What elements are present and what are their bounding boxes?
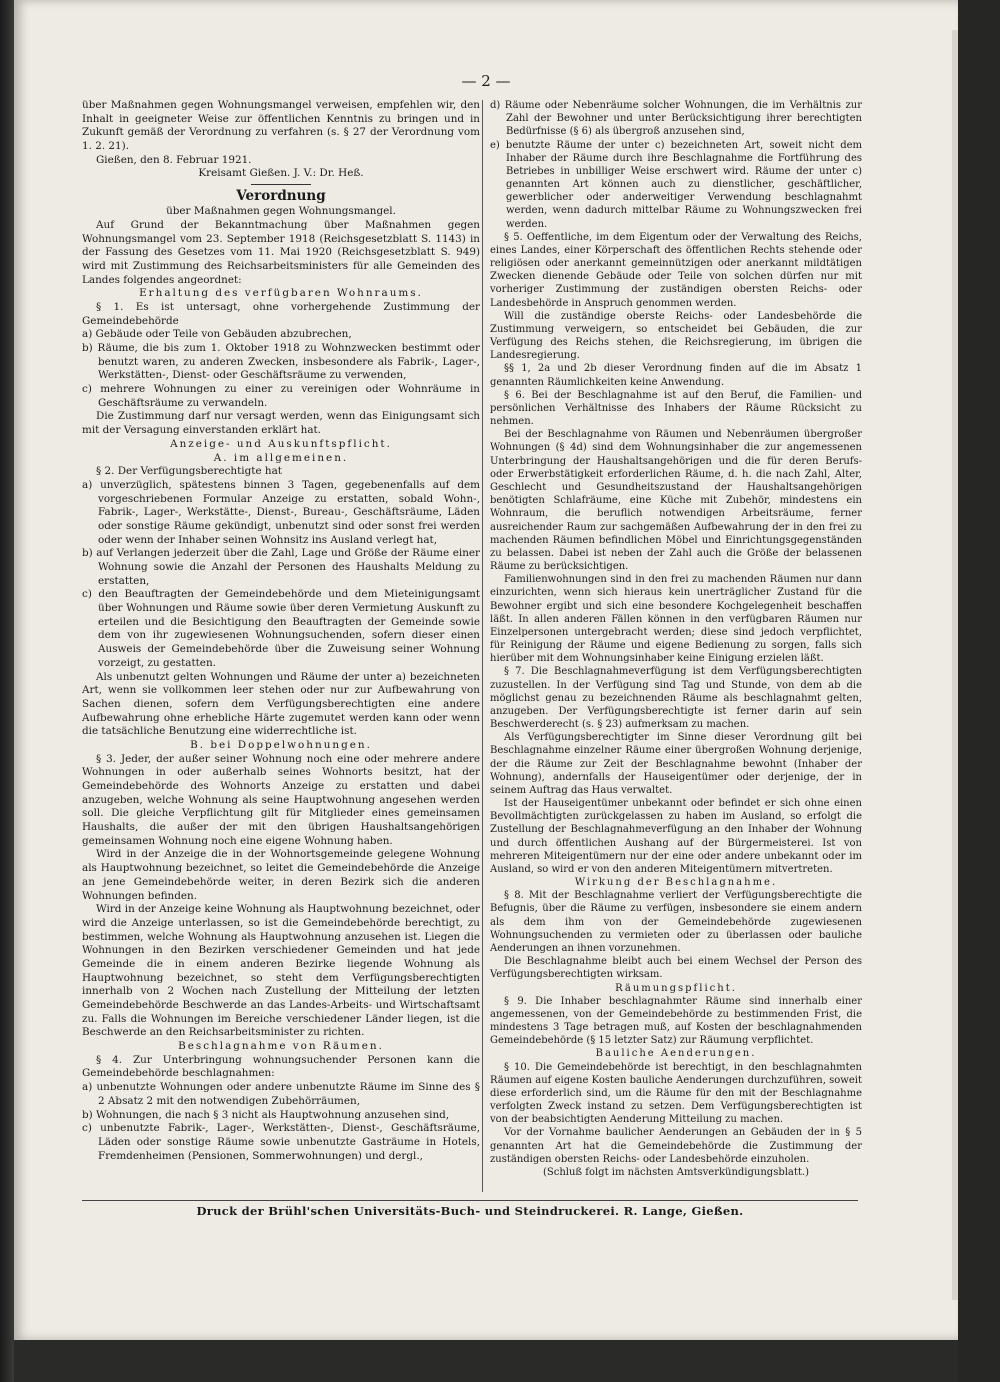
heading-raeumungspflicht: Räumungspflicht. <box>615 982 737 994</box>
paragraph-7-c: Ist der Hauseigentümer unbekannt oder befindet er sich ohne einen Bevollmächtigten zurückgelassen zu haben im Ausland, so erfolgt die Zustellung der Beschlagnahmeverfügung an den Inhaber der Wohnung und durch öffentlichen Aushang auf der Bürgermeisterei. Ist von mehreren Miteigentümern nur der eine oder andere unbekannt oder im Ausland, so wird er von den anderen Miteigentümern mitvertreten. <box>490 798 862 875</box>
paragraph-4-d: d) Räume oder Nebenräume solcher Wohnungen, die im Verhältnis zur Zahl der Bewohner und unter Berücksichtigung ihrer berechtigten Bedürfnisse (§ 6) als übergroß anzusehen sind, <box>490 100 862 138</box>
right-column <box>490 99 862 1179</box>
paragraph-3-c: Wird in der Anzeige keine Wohnung als Hauptwohnung bezeichnet, oder wird die Anzeige unterlassen, so ist die Gemeindebehörde berechtigt, zu bestimmen, welche Wohnung als Hauptwohnung anzusehen ist. Liegen die Wohnungen in den Bezirken verschiedener Gemeinden und hat jede Gemeinde die in einem anderen Bezirke liegende Wohnung als Hauptwohnung bezeichnet, so steht dem Verfügungsberechtigten innerhalb von 2 Wochen nach Zustellung der Mitteilung der letzten Gemeindebehörde Beschwerde an das Landes-Arbeits- und Wirtschaftsamt zu. Falls die Wohnungen im Bereiche verschiedener Länder liegen, ist die Beschwerde an den Reichsarbeitsminister zu richten. <box>82 903 480 1039</box>
intro-paragraph: über Maßnahmen gegen Wohnungsmangel verweisen, empfehlen wir, den Inhalt in geeigneter Weise zur öffentlichen Kenntnis zu bringen und in Zukunft gemäß der Verordnung zu verfahren (s. § 27 der Verordnung vom 1. 2. 21). <box>82 99 480 153</box>
paragraph-10-b: Vor der Vornahme baulicher Aenderungen an Gebäuden der in § 5 genannten Art hat die Gemeindebehörde die Zustimmung der zuständigen obersten Reichs- oder Landesbehörde einzuholen. <box>490 1127 862 1165</box>
paragraph-1: § 1. Es ist untersagt, ohne vorhergehende Zustimmung der Gemeindebehörde <box>82 300 480 327</box>
paragraph-1-c: c) mehrere Wohnungen zu einer zu vereinigen oder Wohnräume in Geschäftsräume zu verwandeln. <box>82 383 480 409</box>
paragraph-4-c: c) unbenutzte Fabrik-, Lager-, Werkstätten-, Dienst-, Geschäftsräume, Läden oder sonstige Räume sowie unbenutzte Gasträume in Hotels, Fremdenheimen (Pensionen, Sommerwohnungen) und dergl., <box>82 1122 480 1162</box>
continued-note: (Schluß folgt im nächsten Amtsverkündigungsblatt.) <box>542 1166 810 1178</box>
section-rule <box>251 184 311 185</box>
paragraph-1-end: Die Zustimmung darf nur versagt werden, wenn das Einigungsamt sich mit der Versagung einverstanden erklärt hat. <box>82 410 480 437</box>
heading-anzeige: Anzeige- und Auskunftspflicht. <box>170 437 392 450</box>
paragraph-4-e: e) benutzte Räume der unter c) bezeichneten Art, soweit nicht dem Inhaber der Räume durch ihre Beschlagnahme die Fortführung des Betriebes in unbilliger Weise erschwert wird. Räume der unter c) genannten Art können auch zu dienstlicher, geschäftlicher, gewerblicher oder anderweitiger Verwendung beschlagnahmt werden, wenn dadurch mittelbar Räume zu Wohnungszwecken frei werden. <box>490 139 862 230</box>
date-line: Gießen, den 8. Februar 1921. <box>96 153 252 166</box>
paragraph-3-b: Wird in der Anzeige die in der Wohnortsgemeinde gelegene Wohnung als Hauptwohnung bezeichnet, so leitet die Gemeindebehörde die Anzeige an jene Gemeindebehörde weiter, in deren Bezirk sich die anderen Wohnungen befinden. <box>82 848 480 902</box>
preamble: Auf Grund der Bekanntmachung über Maßnahmen gegen Wohnungsmangel vom 23. September 1918 (Reichsgesetzblatt S. 1143) in der Fassung des Gesetzes vom 11. Mai 1920 (Reichsgesetzblatt S. 949) wird mit Zustimmung des Reichsarbeitsministers für alle Gemeinden des Landes folgendes angeordnet: <box>82 218 480 286</box>
paragraph-5-c: §§ 1, 2a und 2b dieser Verordnung finden auf die im Absatz 1 genannten Räumlichkeiten keine Anwendung. <box>490 363 862 388</box>
paragraph-5: § 5. Oeffentliche, im dem Eigentum oder der Verwaltung des Reichs, eines Landes, einer Körperschaft des öffentlichen Rechts stehende oder religiösen oder anerkannt gemeinnützigen oder anerkannt mildtätigen Zwecken dienende Gebäude oder Teile von solchen dürfen nur mit vorheriger Zustimmung der zuständigen obersten Reichs- oder Landesbehörde in Anspruch genommen werden. <box>490 231 862 309</box>
paragraph-10: § 10. Die Gemeindebehörde ist berechtigt, in den beschlagnahmten Räumen auf eigene Kosten bauliche Aenderungen durchzuführen, soweit diese erforderlich sind, um die Räume für den mit der Beschlagnahme verfolgten Zweck instand zu setzen. Dem Verfügungsberechtigten ist von der beabsichtigten Aenderung Mitteilung zu machen. <box>490 1061 862 1126</box>
paragraph-8-b: Die Beschlagnahme bleibt auch bei einem Wechsel der Person des Verfügungsberechtigten wirksam. <box>490 956 862 981</box>
paragraph-6-c: Familienwohnungen sind in den frei zu machenden Räumen nur dann einzurichten, wenn sich hieraus kein unerträglicher Zustand für die Bewohner ergibt und sich eine besondere Kochgelegenheit beschaffen läßt. In allen anderen Fällen können in den verfügbaren Räumen nur Einzelpersonen untergebracht werden; diese sind jedoch verpflichtet, für Reinigung der Räume und eigene Bedienung zu sorgen, falls sich hierüber mit dem Wohnungsinhaber keine Einigung erzielen läßt. <box>490 574 862 665</box>
paragraph-2-end: Als unbenutzt gelten Wohnungen und Räume der unter a) bezeichneten Art, wenn sie vollkommen leer stehen oder nur zur Aufbewahrung von Sachen dienen, sofern dem Verfügungsberechtigten eine andere Aufbewahrung ohne erhebliche Härte zugemutet werden kann oder wenn die tatsächliche Benutzung eine widerrechtliche ist. <box>82 670 480 738</box>
heading-bauliche-aenderungen: Bauliche Aenderungen. <box>595 1048 757 1060</box>
heading-erhaltung: Erhaltung des verfügbaren Wohnraums. <box>139 287 423 300</box>
paragraph-9: § 9. Die Inhaber beschlagnahmter Räume sind innerhalb einer angemessenen, von der Gemeindebehörde zu bestimmenden Frist, die mindestens 3 Tage betragen muß, auf Kosten der beschlagnahmenden Gemeindebehörde (§ 15 letzter Satz) zur Räumung verpflichtet. <box>490 995 862 1047</box>
heading-wirkung: Wirkung der Beschlagnahme. <box>574 877 778 889</box>
ordinance-subtitle: über Maßnahmen gegen Wohnungsmangel. <box>166 205 396 218</box>
paragraph-3: § 3. Jeder, der außer seiner Wohnung noch eine oder mehrere andere Wohnungen in oder außerhalb seines Wohnorts besitzt, hat der Gemeindebehörde des Wohnorts Anzeige zu erstatten und dabei anzugeben, welche Wohnung als seine Hauptwohnung angesehen werden soll. Die gleiche Verpflichtung gilt für Mitglieder eines gemeinsamen Haushalts, die außer der mit den übrigen Haushaltsangehörigen gemeinsamen Wohnung noch eine eigene Wohnung haben. <box>82 752 480 847</box>
left-column <box>82 99 480 1163</box>
paragraph-4: § 4. Zur Unterbringung wohnungsuchender Personen kann die Gemeindebehörde beschlagnahmen: <box>82 1053 480 1080</box>
paragraph-4-b: b) Wohnungen, die nach § 3 nicht als Hauptwohnung anzusehen sind, <box>82 1108 450 1121</box>
paragraph-4-a: a) unbenutzte Wohnungen oder andere unbenutzte Räume im Sinne des § 2 Absatz 2 mit den notwendigen Zubehörräumen, <box>82 1081 480 1107</box>
ordinance-title: Verordnung <box>236 188 326 205</box>
heading-doppelwohnungen: B. bei Doppelwohnungen. <box>190 738 372 751</box>
heading-allgemeinen: A. im allgemeinen. <box>213 451 349 464</box>
document-page <box>14 0 958 1340</box>
paragraph-6-b: Bei der Beschlagnahme von Räumen und Nebenräumen übergroßer Wohnungen (§ 4d) sind dem Wohnungsinhaber die zur angemessenen Unterbringung der Haushaltsangehörigen und die für deren Berufs- oder Erwerbstätigkeit erforderlichen Räume, d. h. die nach Zahl, Alter, Geschlecht und Gesundheitszustand der Haushaltsangehörigen benötigten Schlafräume, eine Küche mit Zubehör, mindestens ein Wohnraum, die beruflich notwendigen Arbeitsräume, ferner ausreichender Raum zur sachgemäßen Aufbewahrung der in den frei zu machenden Räumen befindlichen Möbel und Einrichtungsgegenständen zu belassen. Dabei ist neben der Zahl auch die Größe der belassenen Räume zu berücksichtigen. <box>490 429 862 573</box>
paragraph-1-a: a) Gebäude oder Teile von Gebäuden abzubrechen, <box>82 328 352 341</box>
paragraph-8: § 8. Mit der Beschlagnahme verliert der Verfügungsberechtigte die Befugnis, über die Räume zu verfügen, insbesondere sie einem andern als dem ihm von der Gemeindebehörde zugewiesenen Wohnungsuchenden zu vermieten oder zu überlassen oder bauliche Aenderungen an ihnen vorzunehmen. <box>490 890 862 954</box>
paragraph-2: § 2. Der Verfügungsberechtigte hat <box>96 465 282 478</box>
page-number: — 2 — <box>461 72 511 90</box>
paragraph-6: § 6. Bei der Beschlagnahme ist auf den Beruf, die Familien- und persönlichen Verhältnisse des Inhabers der Räume Rücksicht zu nehmen. <box>490 389 862 428</box>
footer-rule <box>82 1200 858 1201</box>
column-divider <box>482 100 483 1192</box>
paragraph-7-b: Als Verfügungsberechtigter im Sinne dieser Verordnung gilt bei Beschlagnahme einzelner Räume einer übergroßen Wohnung derjenige, der die Räume zur Zeit der Beschlagnahme bewohnt (Inhaber der Wohnung), andernfalls der Hauseigentümer oder derjenige, der in seinem Auftrag das Haus verwaltet. <box>490 732 862 796</box>
scan-background <box>958 0 1000 1382</box>
paragraph-2-a: a) unverzüglich, spätestens binnen 3 Tagen, gegebenenfalls auf dem vorgeschriebenen Formular Anzeige zu erstatten, sobald Wohn-, Fabrik-, Lager-, Werkstätte-, Dienst-, Bureau-, Geschäftsräume, Läden oder sonstige Räume gekündigt, unbenutzt sind oder sonst frei werden oder wenn der Inhaber seinen Wohnsitz ins Ausland verlegt hat, <box>82 478 480 546</box>
paragraph-2-b: b) auf Verlangen jederzeit über die Zahl, Lage und Größe der Räume einer Wohnung sowie die Anzahl der Personen des Haushalts Meldung zu erstatten, <box>82 547 480 587</box>
paragraph-1-b: b) Räume, die bis zum 1. Oktober 1918 zu Wohnzwecken bestimmt oder benutzt waren, zu anderen Zwecken, insbesondere als Fabrik-, Lager-, Werkstätten-, Dienst- oder Geschäftsräume zu verwenden, <box>82 342 480 382</box>
printer-imprint: Druck der Brühl'schen Universitäts-Buch- und Steindruckerei. R. Lange, Gießen. <box>196 1204 744 1218</box>
paragraph-7: § 7. Die Beschlagnahmeverfügung ist dem Verfügungsberechtigten zuzustellen. In der Verfügung sind Tag und Stunde, von dem ab die möglichst genau zu bezeichnenden Räume als beschlagnahmt gelten, anzugeben. Der Verfügungsberechtigte ist ferner darin auf sein Beschwerderecht (s. § 23) aufmerksam zu machen. <box>490 666 862 731</box>
heading-beschlagnahme: Beschlagnahme von Räumen. <box>178 1040 384 1053</box>
book-spine <box>0 0 14 1382</box>
paragraph-2-c: c) den Beauftragten der Gemeindebehörde und dem Mieteinigungsamt über Wohnungen und Räume sowie über deren Vermietung Auskunft zu erteilen und die Besichtigung den Beauftragten der Gemeinde sowie dem von ihr zugewiesenen Wohnungsuchenden, sofern dieser einen Ausweis der Gemeindebehörde über die Zuweisung seiner Wohnung vorzeigt, zu gestatten. <box>82 588 480 669</box>
signature-line: Kreisamt Gießen. J. V.: Dr. Heß. <box>198 167 364 180</box>
paragraph-5-b: Will die zuständige oberste Reichs- oder Landesbehörde die Zustimmung verweigern, so entscheidet bei Gebäuden, die zur Verfügung des Reichs stehen, die Reichsregierung, im übrigen die Landesregierung. <box>490 310 862 362</box>
